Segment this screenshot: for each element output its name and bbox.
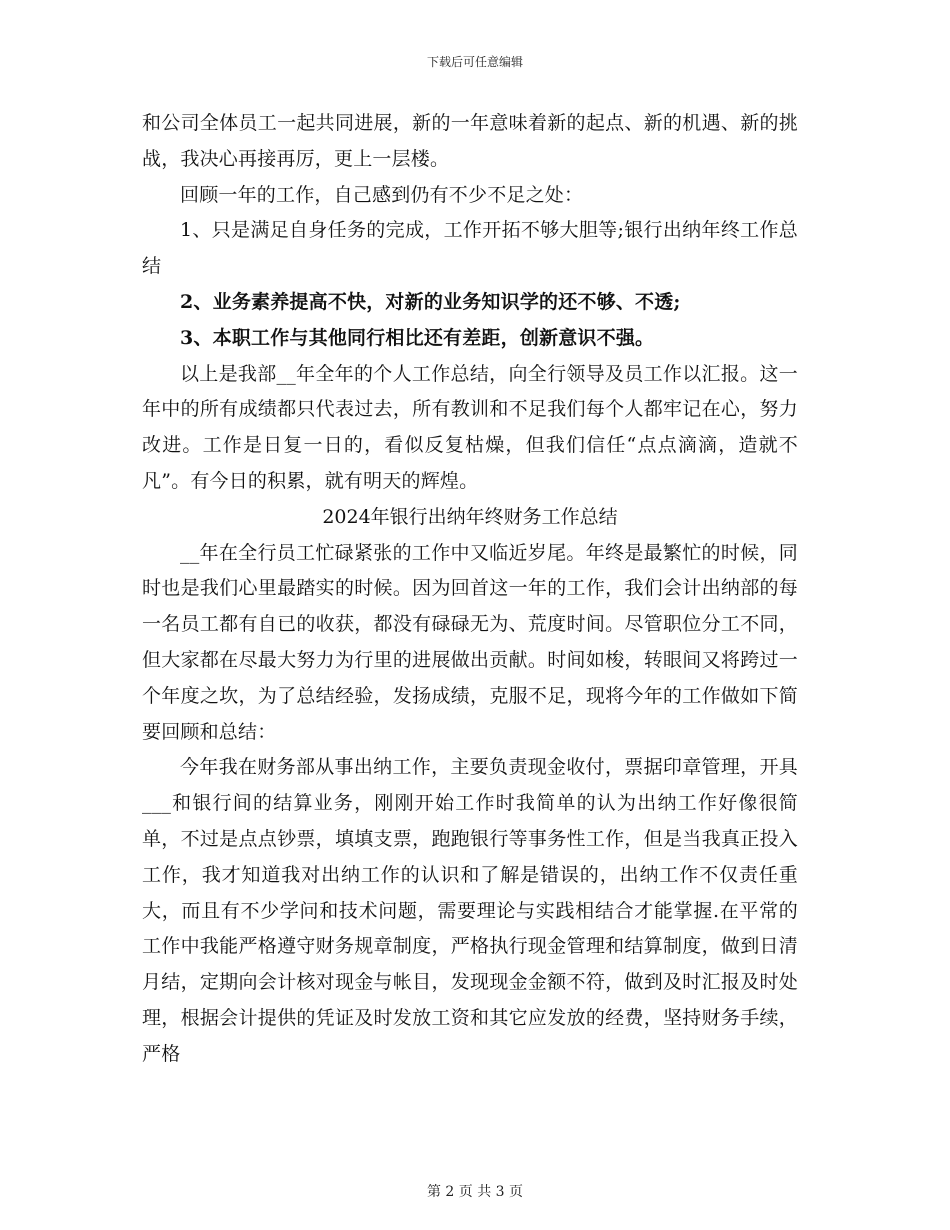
paragraph-continuation: 和公司全体员工一起共同进展，新的一年意味着新的起点、新的机遇、新的挑战，我决心再接再厉，更上一层楼。 (142, 112, 798, 170)
section-title: 2024年银行出纳年终财务工作总结 (322, 505, 618, 528)
paragraph-summary: 以上是我部__年全年的个人工作总结，向全行领导及员工作以汇报。这一年中的所有成绩都只代表过去，所有教训和不足我们每个人都牢记在心，努力改进。工作是日复一日的，看似反复枯燥，但我们信任“点点滴滴，造就不凡”。有今日的积累，就有明天的辉煌。 (142, 362, 798, 492)
list-item-1: 1、只是满足自身任务的完成，工作开拓不够大胆等;银行出纳年终工作总结 (142, 219, 798, 278)
list-item-2: 2、业务素养提高不快，对新的业务知识学的还不够、不透; (180, 290, 681, 313)
page-header: 下载后可任意编辑 (426, 55, 523, 69)
paragraph-section-intro: __年在全行员工忙碌紧张的工作中又临近岁尾。年终是最繁忙的时候，同时也是我们心里最踏实的时候。因为回首这一年的工作，我们会计出纳部的每一名员工都有自已的收获，都没有碌碌无为、荒度时间。尽管职位分工不同，但大家都在尽最大努力为行里的进展做出贡献。时间如梭，转眼间又将跨过一个年度之坎，为了总结经验，发扬成绩，克服不足，现将今年的工作做如下简要回顾和总结： (142, 541, 798, 743)
list-item-3: 3、本职工作与其他同行相比还有差距，创新意识不强。 (180, 326, 655, 349)
paragraph-section-work: 今年我在财务部从事出纳工作，主要负责现金收付，票据印章管理，开具___和银行间的结算业务，刚刚开始工作时我简单的认为出纳工作好像很简单，不过是点点钞票，填填支票，跑跑银行等事务性工作，但是当我真正投入工作，我才知道我对出纳工作的认识和了解是错误的，出纳工作不仅责任重大，而且有不少学问和技术问题，需要理论与实践相结合才能掌握.在平常的工作中我能严格遵守财务规章制度，严格执行现金管理和结算制度，做到日清月结，定期向会计核对现金与帐目，发现现金金额不符，做到及时汇报及时处理，根据会计提供的凭证及时发放工资和其它应发放的经费，坚持财务手续，严格 (142, 756, 798, 1065)
paragraph-review-intro: 回顾一年的工作，自己感到仍有不少不足之处： (180, 183, 584, 206)
document-body (142, 106, 798, 1073)
page-footer: 第 2 页 共 3 页 (426, 1184, 524, 1200)
